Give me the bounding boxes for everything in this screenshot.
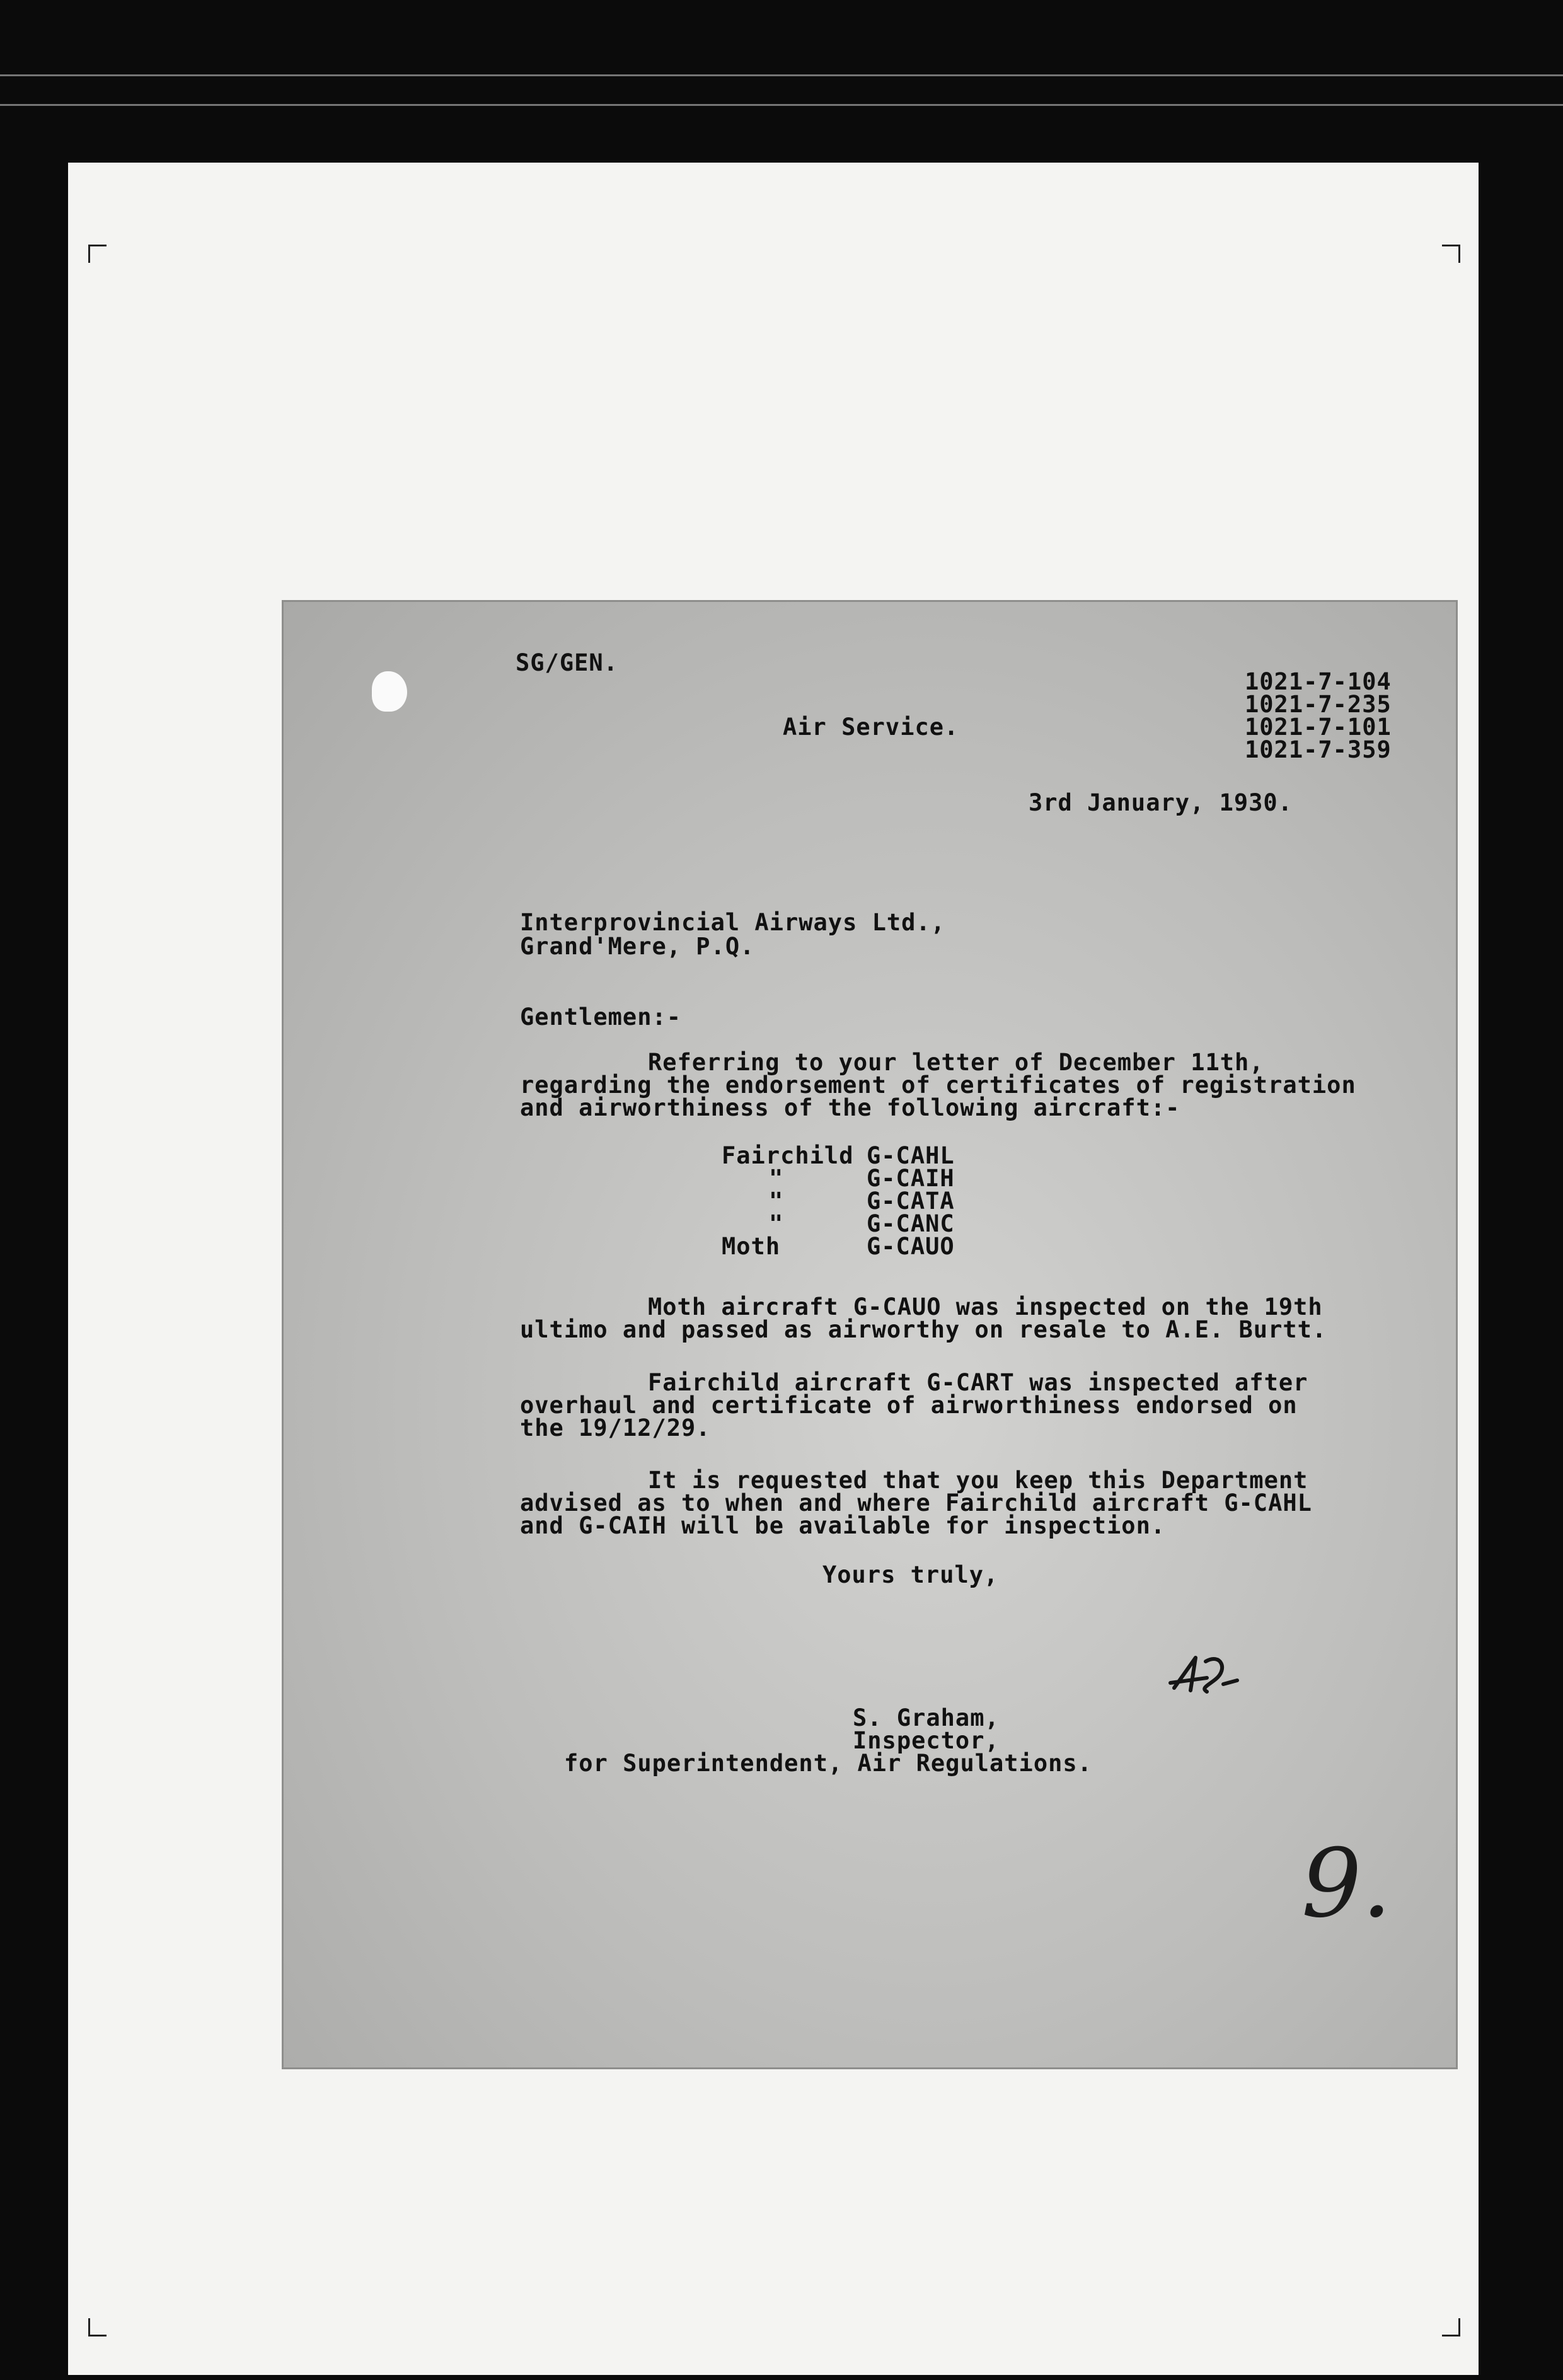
signer-title: Inspector, (853, 1727, 1000, 1754)
body-line: overhaul and certificate of airworthiness endorsed on (520, 1392, 1298, 1419)
film-edge-line (0, 104, 1563, 106)
aircraft-registration: G-CAHL (867, 1142, 955, 1169)
signer-name: S. Graham, (853, 1704, 1000, 1731)
aircraft-type: " (769, 1165, 784, 1192)
crop-mark (1442, 2318, 1460, 2337)
body-line: and airworthiness of the following aircraft:- (520, 1094, 1180, 1121)
closing: Yours truly, (822, 1561, 999, 1588)
aircraft-type: " (769, 1187, 784, 1215)
body-line: and G-CAIH will be available for inspection. (520, 1512, 1166, 1539)
aircraft-registration: G-CANC (867, 1210, 955, 1237)
file-number: 1021-7-101 (1245, 713, 1392, 741)
aircraft-registration: G-CAIH (867, 1165, 955, 1192)
crop-mark (1442, 245, 1460, 263)
recipient-address: Grand'Mere, P.Q. (520, 933, 755, 960)
crop-mark (88, 245, 107, 263)
handwritten-signature (1163, 1639, 1245, 1708)
letter-date: 3rd January, 1930. (1029, 789, 1293, 816)
file-number: 1021-7-104 (1245, 668, 1392, 695)
signer-on-behalf: for Superintendent, Air Regulations. (564, 1750, 1092, 1777)
file-number: 1021-7-235 (1245, 691, 1392, 718)
letter-sheet (284, 602, 1456, 2067)
body-line: regarding the endorsement of certificates of registration (520, 1072, 1356, 1099)
aircraft-type: " (769, 1210, 784, 1237)
crop-mark (88, 2318, 107, 2337)
film-edge-line (0, 74, 1563, 76)
file-number: 1021-7-359 (1245, 736, 1392, 763)
aircraft-registration: G-CAUO (867, 1233, 955, 1260)
hole-punch (372, 671, 407, 712)
body-line: It is requested that you keep this Department (648, 1467, 1308, 1494)
recipient-name: Interprovincial Airways Ltd., (520, 909, 946, 936)
body-line: the 19/12/29. (520, 1414, 711, 1441)
body-line: Fairchild aircraft G-CART was inspected after (648, 1369, 1308, 1396)
aircraft-type: Fairchild (722, 1142, 854, 1169)
aircraft-type: Moth (722, 1233, 781, 1260)
aircraft-registration: G-CATA (867, 1187, 955, 1215)
letter-heading: Air Service. (783, 713, 959, 741)
body-line: Referring to your letter of December 11th, (648, 1049, 1264, 1076)
page-number: 9. (1301, 1829, 1392, 1939)
salutation: Gentlemen:- (520, 1003, 682, 1031)
file-reference: SG/GEN. (516, 649, 618, 676)
body-line: advised as to when and where Fairchild aircraft G-CAHL (520, 1489, 1312, 1516)
body-line: ultimo and passed as airworthy on resale to A.E. Burtt. (520, 1316, 1327, 1343)
body-line: Moth aircraft G-CAUO was inspected on the 19th (648, 1293, 1323, 1320)
